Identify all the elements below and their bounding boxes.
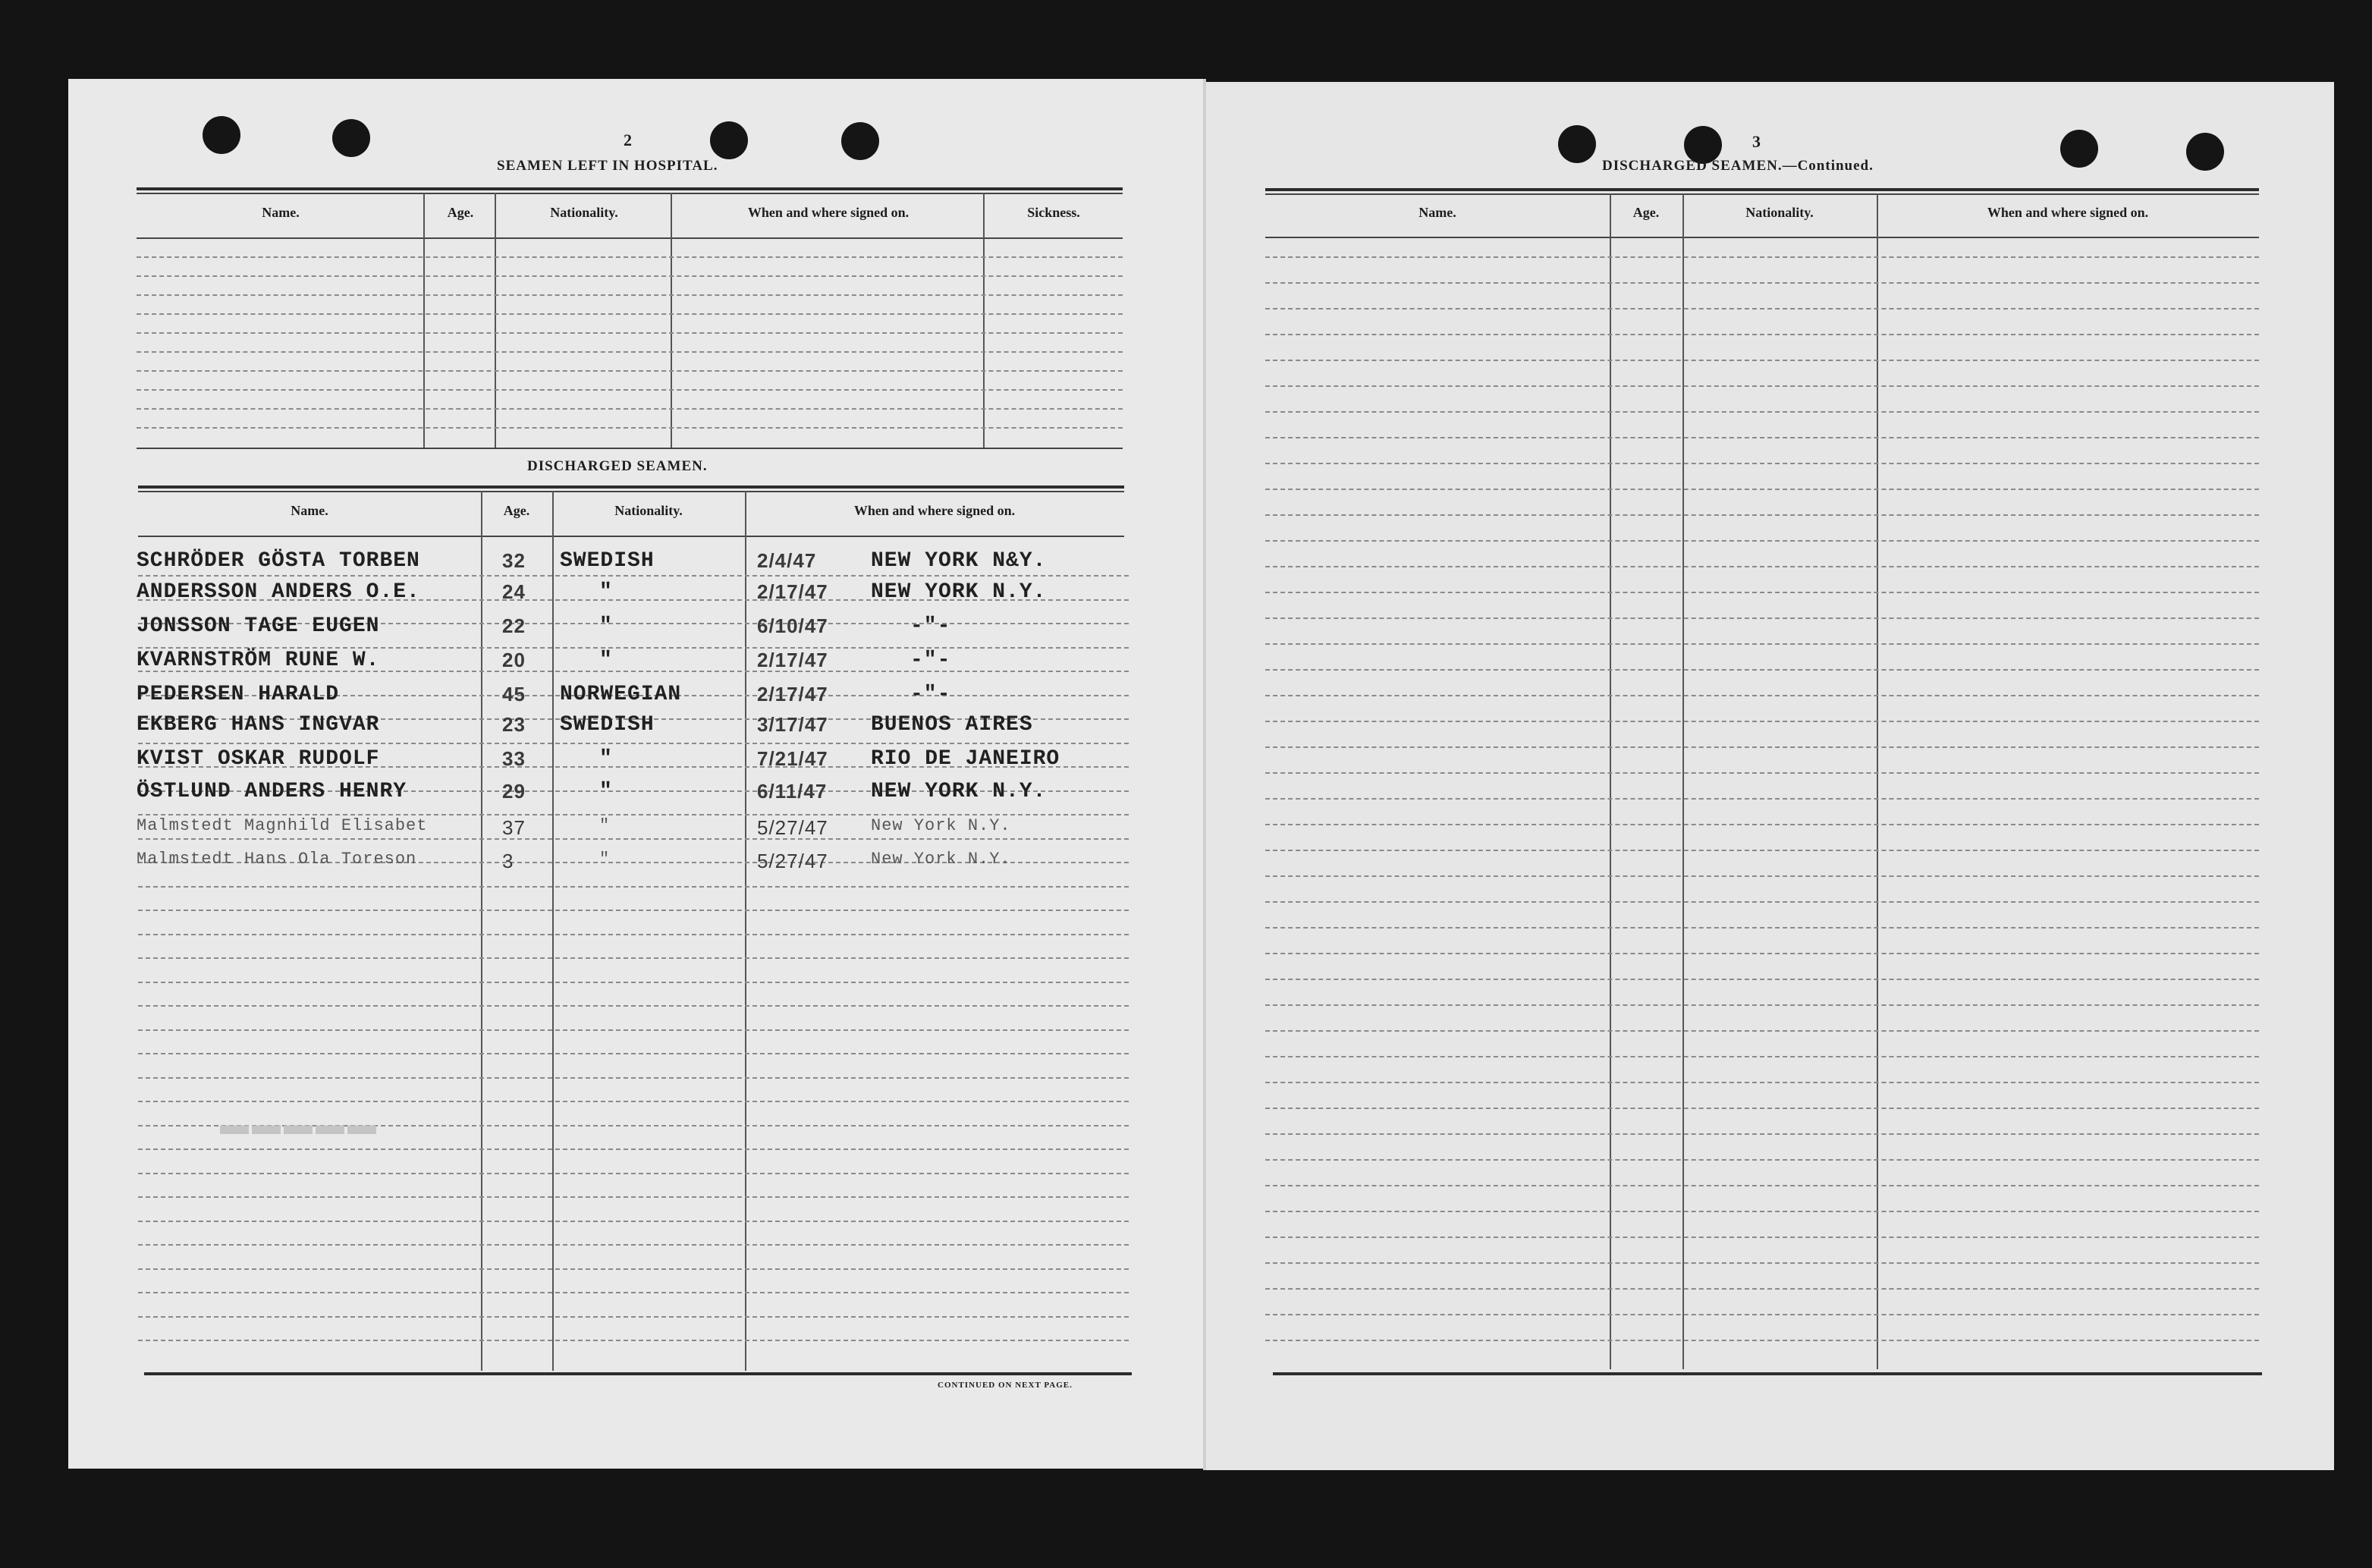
faded-stamp: ▬▬▬▬▬ xyxy=(220,1109,379,1141)
seaman-age: 33 xyxy=(502,747,526,770)
ruled-line xyxy=(138,743,1129,744)
ruled-line xyxy=(1265,901,2259,903)
right-col-nationality: Nationality. xyxy=(1745,205,1814,220)
hospital-bottom-rule xyxy=(137,448,1123,449)
signed-on-date: 2/17/47 xyxy=(757,649,828,671)
seaman-age: 45 xyxy=(502,683,526,705)
ruled-line xyxy=(1265,1004,2259,1006)
ruled-line xyxy=(1265,953,2259,954)
ruled-line xyxy=(1265,308,2259,310)
ruled-line xyxy=(1265,1056,2259,1057)
right-divider xyxy=(1682,193,1684,1369)
ruled-line xyxy=(138,814,1129,815)
continued-note: CONTINUED ON NEXT PAGE. xyxy=(938,1381,1073,1390)
hospital-line xyxy=(137,313,1123,315)
hospital-top-rule-thin xyxy=(137,193,1123,194)
seaman-nationality: " xyxy=(599,780,613,803)
ruled-line xyxy=(1265,1108,2259,1109)
seaman-age: 3 xyxy=(502,850,514,872)
hospital-line xyxy=(137,294,1123,296)
ruled-line xyxy=(1265,927,2259,929)
seaman-name: ANDERSSON ANDERS O.E. xyxy=(137,580,420,604)
ruled-line xyxy=(1265,411,2259,413)
seaman-nationality: " xyxy=(599,649,613,672)
ruled-line xyxy=(138,1101,1129,1102)
left-page xyxy=(68,79,1206,1469)
ruled-line xyxy=(1265,385,2259,387)
ruled-line xyxy=(1265,1082,2259,1083)
punch-hole xyxy=(332,119,370,157)
ruled-line xyxy=(138,1077,1129,1079)
punch-hole xyxy=(203,116,240,154)
ruled-line xyxy=(1265,695,2259,696)
seaman-name: Malmstedt Magnhild Elisabet xyxy=(137,816,428,835)
signed-on-date: 3/17/47 xyxy=(757,713,828,736)
page-fold xyxy=(1203,79,1206,1470)
signed-on-place: -"- xyxy=(910,614,951,638)
hospital-line xyxy=(137,389,1123,391)
hospital-col-name: Name. xyxy=(262,205,300,220)
signed-on-date: 7/21/47 xyxy=(757,747,828,770)
signed-on-place: -"- xyxy=(910,683,951,706)
hospital-line xyxy=(137,427,1123,429)
signed-on-place: -"- xyxy=(910,649,951,672)
discharged-header-rule xyxy=(138,536,1124,537)
ruled-line xyxy=(138,1221,1129,1222)
hospital-col-nationality: Nationality. xyxy=(550,205,618,220)
punch-hole xyxy=(841,122,879,160)
seaman-age: 29 xyxy=(502,780,526,803)
ruled-line xyxy=(1265,1159,2259,1161)
ruled-line xyxy=(138,934,1129,935)
page-number-right: 3 xyxy=(1752,132,1761,151)
right-top-rule xyxy=(1265,188,2259,191)
seaman-age: 22 xyxy=(502,614,526,637)
signed-on-place: RIO DE JANEIRO xyxy=(871,747,1060,771)
ruled-line xyxy=(138,1244,1129,1246)
discharged-bottom-rule xyxy=(144,1372,1132,1375)
right-bottom-rule xyxy=(1273,1372,2262,1375)
ruled-line xyxy=(1265,360,2259,361)
signed-on-date: 6/11/47 xyxy=(757,780,828,803)
seaman-age: 37 xyxy=(502,816,526,839)
discharged-top-rule-thin xyxy=(138,491,1124,492)
ruled-line xyxy=(1265,592,2259,593)
ruled-line xyxy=(138,1268,1129,1270)
ruled-line xyxy=(1265,489,2259,490)
signed-on-place: BUENOS AIRES xyxy=(871,713,1033,737)
hospital-line xyxy=(137,332,1123,334)
ruled-line xyxy=(1265,643,2259,645)
ruled-line xyxy=(1265,824,2259,825)
punch-hole xyxy=(710,121,748,159)
ruled-line xyxy=(138,1340,1129,1341)
seaman-nationality: " xyxy=(599,747,613,771)
ruled-line xyxy=(1265,1236,2259,1238)
seaman-name: KVARNSTRÖM RUNE W. xyxy=(137,649,380,672)
signed-on-date: 5/27/47 xyxy=(757,850,828,872)
ruled-line xyxy=(138,1292,1129,1293)
discharged-col-name: Name. xyxy=(291,503,328,518)
seaman-nationality: " xyxy=(599,850,611,869)
seaman-age: 23 xyxy=(502,713,526,736)
ruled-line xyxy=(1265,463,2259,464)
punch-hole xyxy=(2060,130,2098,168)
seaman-name: EKBERG HANS INGVAR xyxy=(137,713,380,737)
ruled-line xyxy=(1265,540,2259,542)
ruled-line xyxy=(138,1196,1129,1198)
ruled-line xyxy=(1265,875,2259,877)
discharged-col-nationality: Nationality. xyxy=(614,503,683,518)
ruled-line xyxy=(1265,669,2259,671)
ruled-line xyxy=(1265,566,2259,567)
signed-on-date: 2/17/47 xyxy=(757,683,828,705)
hospital-line xyxy=(137,408,1123,410)
right-section-title: DISCHARGED SEAMEN.—Continued. xyxy=(1602,158,1874,174)
seaman-nationality: " xyxy=(599,614,613,638)
signed-on-place: New York N.Y. xyxy=(871,816,1011,835)
seaman-nationality: SWEDISH xyxy=(560,713,655,737)
ruled-line xyxy=(138,1005,1129,1007)
seaman-name: ÖSTLUND ANDERS HENRY xyxy=(137,780,407,803)
signed-on-place: NEW YORK N.Y. xyxy=(871,580,1047,604)
discharged-col-signed-on: When and where signed on. xyxy=(853,503,1016,518)
ruled-line xyxy=(1265,721,2259,722)
right-top-rule-thin xyxy=(1265,193,2259,195)
right-col-signed-on: When and where signed on. xyxy=(1987,205,2149,220)
ruled-line xyxy=(1265,256,2259,258)
seaman-age: 32 xyxy=(502,549,526,572)
punch-hole xyxy=(1558,125,1596,163)
hospital-col-age: Age. xyxy=(447,205,474,220)
signed-on-date: 2/17/47 xyxy=(757,580,828,603)
seaman-name: JONSSON TAGE EUGEN xyxy=(137,614,380,638)
ruled-line xyxy=(1265,1133,2259,1135)
right-divider xyxy=(1610,193,1611,1369)
ruled-line xyxy=(138,910,1129,911)
seaman-name: Malmstedt Hans Ola Toreson xyxy=(137,850,417,869)
seaman-nationality: " xyxy=(599,580,613,604)
page-number-left: 2 xyxy=(624,130,632,149)
hospital-col-signed-on: When and where signed on. xyxy=(747,205,910,220)
right-col-name: Name. xyxy=(1418,205,1456,220)
right-col-age: Age. xyxy=(1632,205,1660,220)
ruled-line xyxy=(1265,1262,2259,1264)
ruled-line xyxy=(1265,746,2259,748)
ruled-line xyxy=(138,982,1129,983)
ruled-line xyxy=(138,886,1129,888)
ruled-line xyxy=(1265,282,2259,284)
punch-hole xyxy=(2186,133,2224,171)
seaman-name: SCHRÖDER GÖSTA TORBEN xyxy=(137,549,420,573)
ruled-line xyxy=(1265,772,2259,774)
seaman-nationality: SWEDISH xyxy=(560,549,655,573)
hospital-header-rule xyxy=(137,237,1123,239)
discharged-top-rule xyxy=(138,485,1124,489)
ruled-line xyxy=(1265,334,2259,335)
discharged-col-age: Age. xyxy=(503,503,530,518)
ruled-line xyxy=(1265,1314,2259,1315)
signed-on-date: 6/10/47 xyxy=(757,614,828,637)
ruled-line xyxy=(1265,437,2259,438)
hospital-line xyxy=(137,370,1123,372)
ruled-line xyxy=(1265,617,2259,619)
seaman-age: 20 xyxy=(502,649,526,671)
seaman-age: 24 xyxy=(502,580,526,603)
ruled-line xyxy=(138,1173,1129,1174)
signed-on-place: NEW YORK N&Y. xyxy=(871,549,1047,573)
signed-on-date: 5/27/47 xyxy=(757,816,828,839)
ruled-line xyxy=(138,1316,1129,1318)
seaman-nationality: NORWEGIAN xyxy=(560,683,682,706)
ruled-line xyxy=(1265,1211,2259,1212)
ruled-line xyxy=(138,1053,1129,1054)
seaman-nationality: " xyxy=(599,816,611,835)
signed-on-place: NEW YORK N.Y. xyxy=(871,780,1047,803)
ruled-line xyxy=(1265,1030,2259,1032)
ruled-line xyxy=(1265,798,2259,800)
ruled-line xyxy=(138,1029,1129,1031)
right-divider xyxy=(1877,193,1878,1369)
signed-on-date: 2/4/47 xyxy=(757,549,817,572)
ruled-line xyxy=(1265,850,2259,851)
discharged-section-title: DISCHARGED SEAMEN. xyxy=(527,458,708,474)
signed-on-place: New York N.Y. xyxy=(871,850,1011,869)
ruled-line xyxy=(138,838,1129,840)
ruled-line xyxy=(1265,1185,2259,1186)
ruled-line xyxy=(1265,514,2259,516)
ruled-line xyxy=(138,1149,1129,1150)
hospital-line xyxy=(137,351,1123,353)
ruled-line xyxy=(138,575,1129,577)
hospital-top-rule xyxy=(137,187,1123,190)
hospital-col-sickness: Sickness. xyxy=(1027,205,1080,220)
hospital-line xyxy=(137,275,1123,277)
ruled-line xyxy=(138,957,1129,959)
seaman-name: PEDERSEN HARALD xyxy=(137,683,340,706)
ruled-line xyxy=(1265,979,2259,980)
hospital-section-title: SEAMEN LEFT IN HOSPITAL. xyxy=(497,158,718,174)
ruled-line xyxy=(1265,1288,2259,1290)
ruled-line xyxy=(1265,1340,2259,1341)
right-header-rule xyxy=(1265,237,2259,238)
hospital-line xyxy=(137,256,1123,258)
seaman-name: KVIST OSKAR RUDOLF xyxy=(137,747,380,771)
